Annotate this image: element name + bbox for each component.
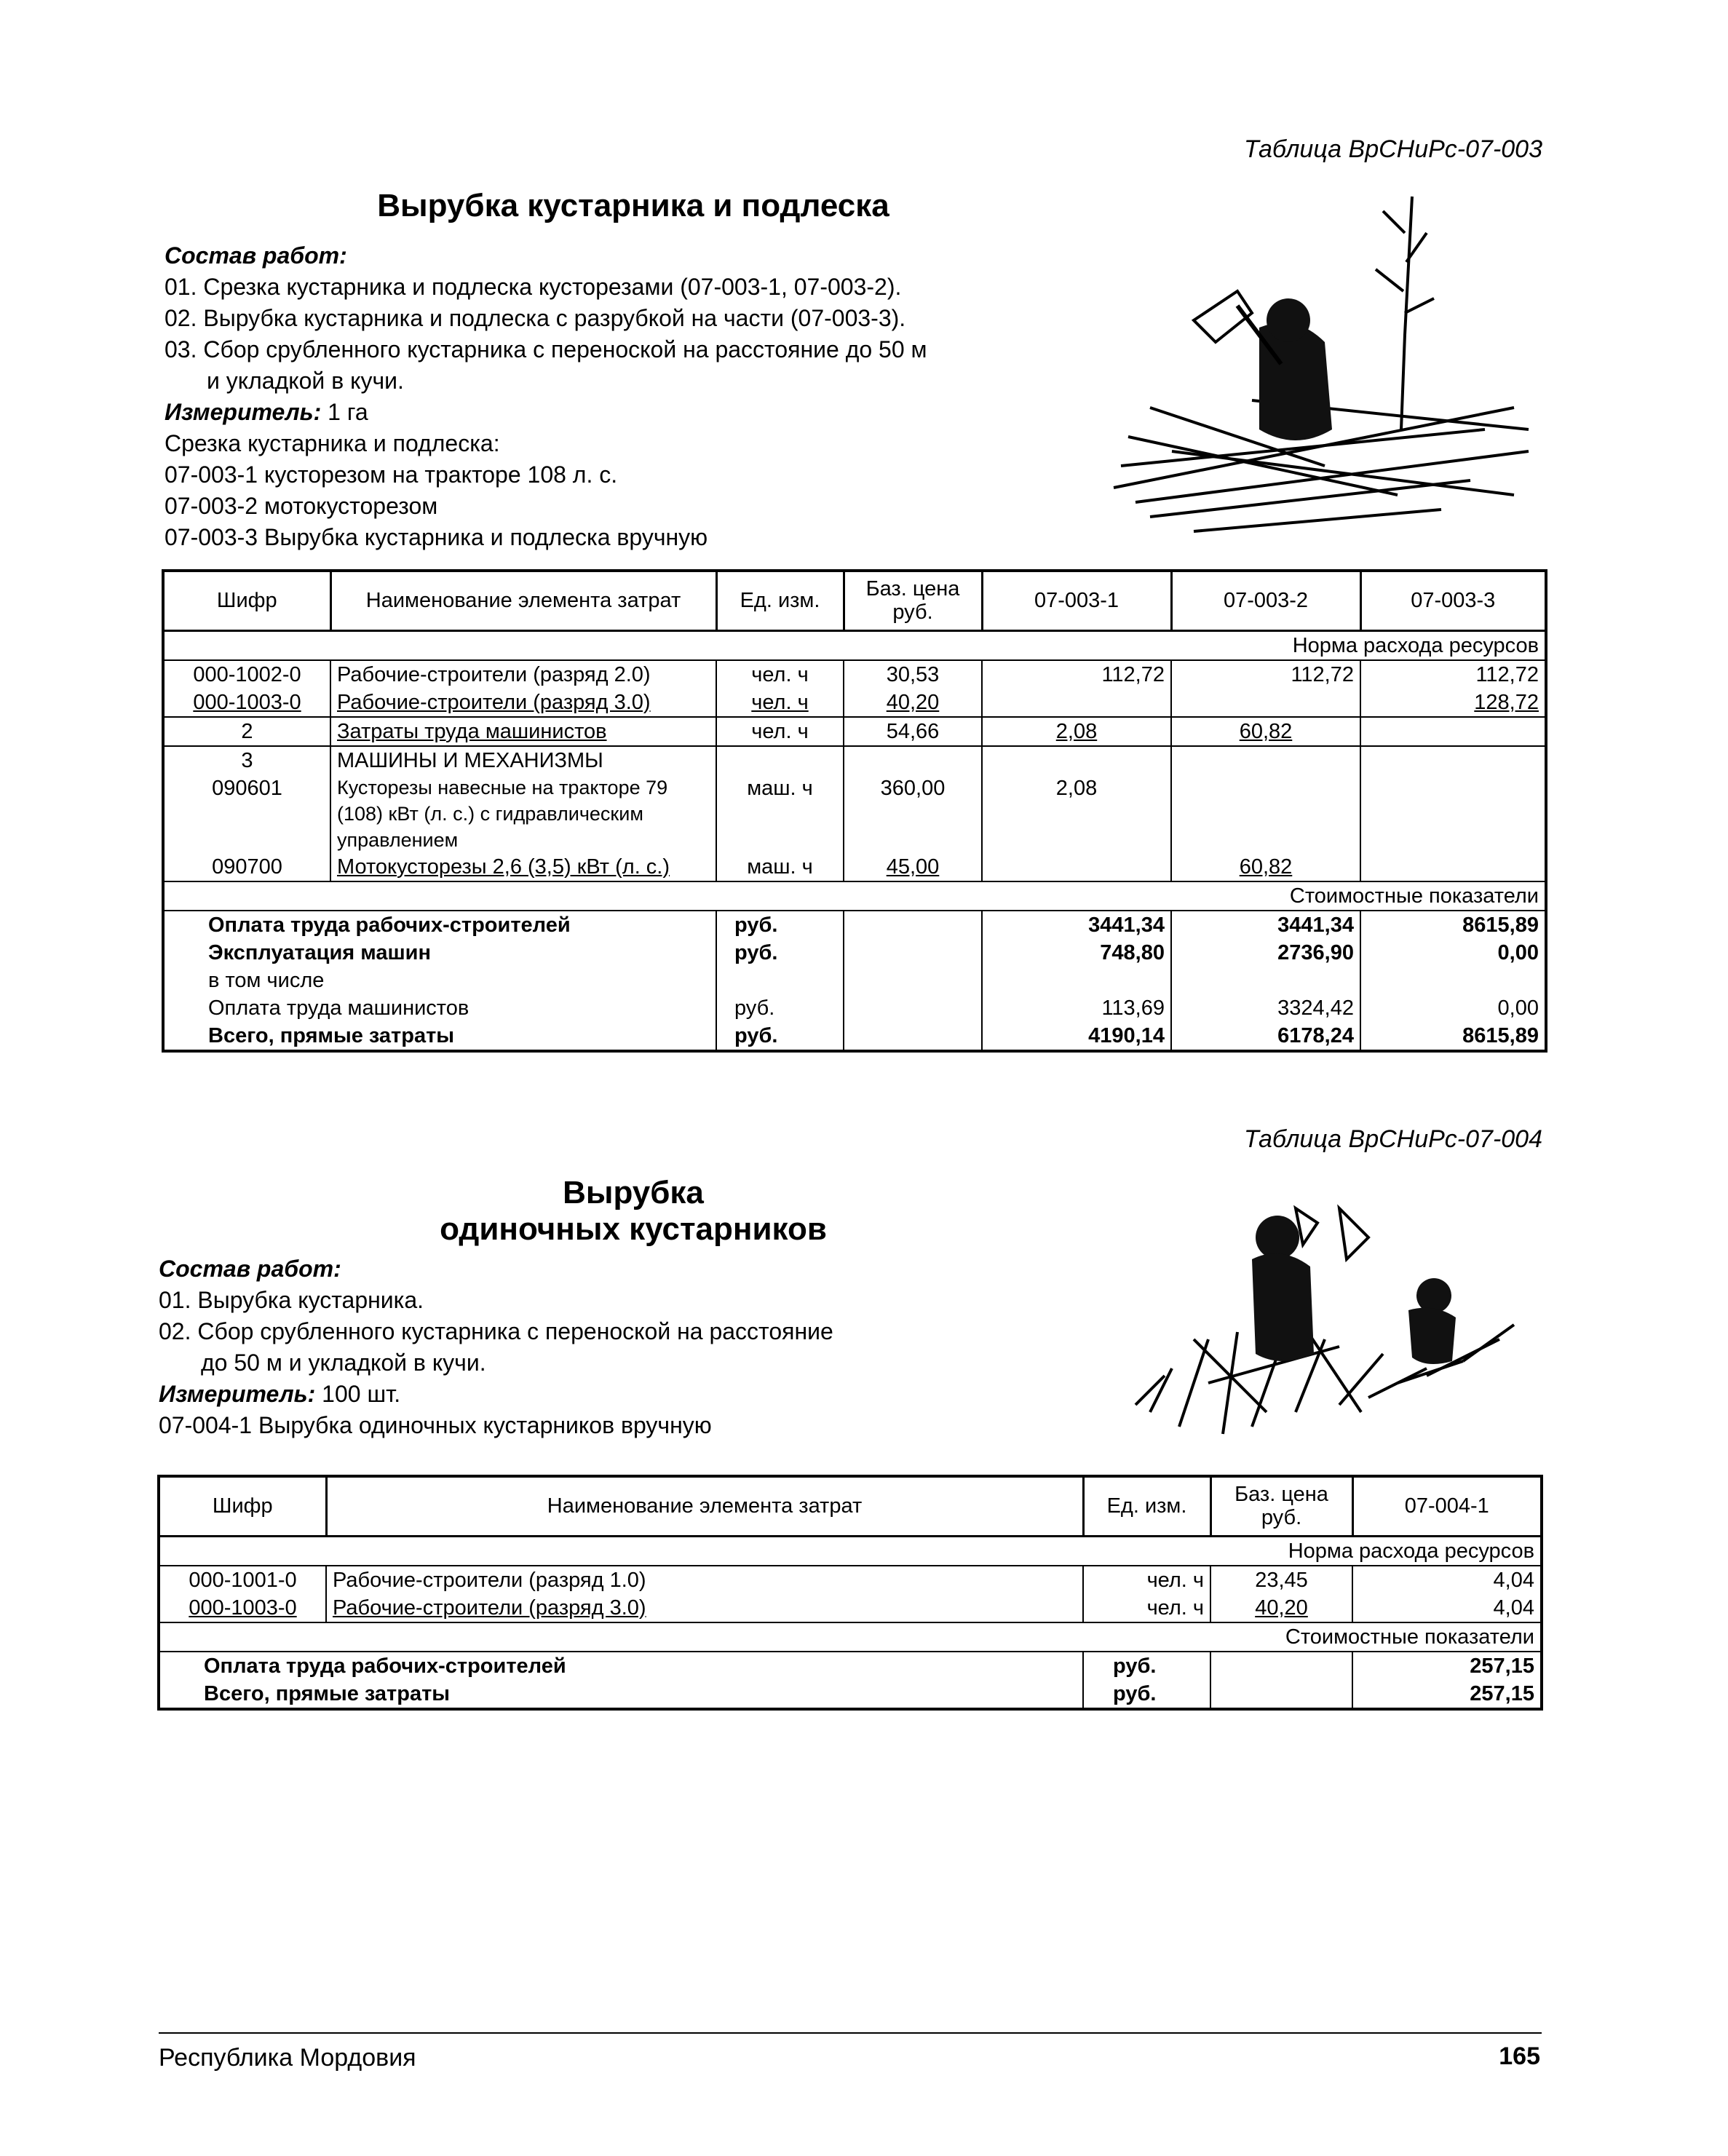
section-title-07-003: Вырубка кустарника и подлеска [377, 188, 889, 223]
cell-name: Рабочие-строители (разряд 3.0) [330, 689, 716, 717]
cell-value: 748,80 [982, 939, 1171, 967]
work-item: и укладкой в кучи. [207, 368, 404, 394]
header-name: Наименование элемента затрат [326, 1476, 1083, 1536]
work-item: 01. Срезка кустарника и подлеска кусторезами (07-003-1, 07-003-2). [165, 274, 902, 300]
meter-value: 100 шт. [315, 1381, 401, 1407]
meter-label: Измеритель: [165, 399, 322, 425]
cell-name: Оплата труда машинистов [163, 994, 716, 1022]
cell-unit: руб. [716, 939, 844, 967]
cell-value: 112,72 [982, 660, 1171, 689]
cell-value: 257,15 [1352, 1680, 1542, 1709]
cell-value: 113,69 [982, 994, 1171, 1022]
work-description-07-004 [159, 1253, 833, 1441]
cell-price: 54,66 [844, 717, 982, 746]
cell-unit: чел. ч [716, 717, 844, 746]
cell-unit: чел. ч [1083, 1594, 1210, 1622]
cell-price: 23,45 [1210, 1566, 1352, 1594]
cell-value [1171, 774, 1360, 853]
cell-unit: чел. ч [716, 660, 844, 689]
section-norm: Норма расхода ресурсов [159, 1536, 1542, 1566]
cell-value: 2,08 [982, 774, 1171, 853]
title-line: одиночных кустарников [440, 1211, 827, 1247]
header-07-003-1: 07-003-1 [982, 571, 1171, 630]
cell-value: 0,00 [1360, 939, 1546, 967]
cell-name: Оплата труда рабочих-строителей [163, 911, 716, 939]
table-row [163, 853, 1546, 881]
section-cost: Стоимостные показатели [163, 881, 1546, 911]
cell-value: 112,72 [1171, 660, 1360, 689]
table-row [163, 939, 1546, 967]
header-code: Шифр [163, 571, 330, 630]
cell-code: 000-1002-0 [163, 660, 330, 689]
cell-price: 45,00 [844, 853, 982, 881]
header-unit: Ед. изм. [1083, 1476, 1210, 1536]
cell-price: 360,00 [844, 774, 982, 853]
cell-value: 60,82 [1171, 853, 1360, 881]
cell-name: Затраты труда машинистов [330, 717, 716, 746]
cell-value: 4190,14 [982, 1022, 1171, 1051]
note-line: 07-003-2 мотокусторезом [165, 493, 438, 519]
cell-name: Рабочие-строители (разряд 1.0) [326, 1566, 1083, 1594]
work-description-07-003 [165, 240, 927, 553]
page-number: 165 [1499, 2042, 1540, 2070]
header-code: Шифр [159, 1476, 326, 1536]
illustration-bush-cutting [1106, 189, 1543, 546]
meter-label: Измеритель: [159, 1381, 316, 1407]
table-row [159, 1566, 1542, 1594]
cell-value: 3441,34 [982, 911, 1171, 939]
cell-unit: руб. [716, 911, 844, 939]
cell-code: 000-1003-0 [163, 689, 330, 717]
cell-name: МАШИНЫ И МЕХАНИЗМЫ [330, 746, 716, 774]
meter-line [165, 397, 927, 428]
cell-name: Кусторезы навесные на тракторе 79 (108) кВт (л. с.) с гидравлическим управлением [330, 774, 716, 853]
work-item: 02. Сбор срубленного кустарника с переноской на расстояние [159, 1318, 833, 1344]
header-07-004-1: 07-004-1 [1352, 1476, 1542, 1536]
work-item: 02. Вырубка кустарника и подлеска с разрубкой на части (07-003-3). [165, 305, 906, 331]
work-item: 01. Вырубка кустарника. [159, 1287, 424, 1313]
table-row [163, 967, 1546, 994]
title-line: Вырубка [563, 1175, 704, 1210]
cell-name: в том числе [163, 967, 716, 994]
table-row [163, 994, 1546, 1022]
cell-value [1360, 774, 1546, 853]
cell-value: 2,08 [982, 717, 1171, 746]
meter-line [159, 1379, 833, 1410]
work-item: 03. Сбор срубленного кустарника с переноской на расстояние до 50 м [165, 336, 927, 362]
cell-price: 30,53 [844, 660, 982, 689]
header-name: Наименование элемента затрат [330, 571, 716, 630]
table-row [163, 774, 1546, 853]
cell-unit: маш. ч [716, 853, 844, 881]
cell-value: 8615,89 [1360, 911, 1546, 939]
table-row [159, 1680, 1542, 1709]
cell-name: Рабочие-строители (разряд 2.0) [330, 660, 716, 689]
section-norm: Норма расхода ресурсов [163, 630, 1546, 660]
note-line: 07-003-1 кусторезом на тракторе 108 л. с. [165, 461, 618, 488]
cell-code: 090601 [163, 774, 330, 853]
cell-code: 000-1001-0 [159, 1566, 326, 1594]
cell-value: 6178,24 [1171, 1022, 1360, 1051]
cell-value [982, 853, 1171, 881]
table-id-07-003: Таблица ВрСНиРс-07-003 [1243, 135, 1542, 163]
table-id-07-004: Таблица ВрСНиРс-07-004 [1243, 1125, 1542, 1153]
cell-name: Рабочие-строители (разряд 3.0) [326, 1594, 1083, 1622]
cell-value: 257,15 [1352, 1652, 1542, 1680]
resource-table-07-003 [162, 569, 1547, 1053]
cell-name: Оплата труда рабочих-строителей [159, 1652, 1083, 1680]
illustration-single-bush-cutting [1121, 1194, 1529, 1441]
note-line: 07-004-1 Вырубка одиночных кустарников вручную [159, 1412, 712, 1438]
header-price: Баз. цена руб. [844, 571, 982, 630]
table-row [163, 689, 1546, 717]
cell-value: 0,00 [1360, 994, 1546, 1022]
cell-code: 3 [163, 746, 330, 774]
cell-name: Всего, прямые затраты [163, 1022, 716, 1051]
header-07-003-3: 07-003-3 [1360, 571, 1546, 630]
table-row [163, 717, 1546, 746]
cell-value: 4,04 [1352, 1594, 1542, 1622]
cell-code: 090700 [163, 853, 330, 881]
header-07-003-2: 07-003-2 [1171, 571, 1360, 630]
cell-value: 112,72 [1360, 660, 1546, 689]
cell-value [982, 689, 1171, 717]
cell-value: 60,82 [1171, 717, 1360, 746]
table-row [163, 911, 1546, 939]
table-row [163, 660, 1546, 689]
footer-region: Республика Мордовия [159, 2044, 416, 2072]
meter-value: 1 га [321, 399, 368, 425]
cell-unit: маш. ч [716, 774, 844, 853]
cell-unit: руб. [1083, 1680, 1210, 1709]
cell-unit: руб. [716, 994, 844, 1022]
cell-code: 000-1003-0 [159, 1594, 326, 1622]
cell-value: 128,72 [1360, 689, 1546, 717]
cell-price: 40,20 [844, 689, 982, 717]
cell-name: Эксплуатация машин [163, 939, 716, 967]
cell-unit: руб. [716, 1022, 844, 1051]
table-row [163, 1022, 1546, 1051]
cell-code: 2 [163, 717, 330, 746]
cell-unit: чел. ч [1083, 1566, 1210, 1594]
cell-value [1360, 853, 1546, 881]
footer-divider [159, 2032, 1542, 2034]
section-title-07-004 [335, 1175, 932, 1248]
cell-price: 40,20 [1210, 1594, 1352, 1622]
table-row [159, 1594, 1542, 1622]
table-row [159, 1652, 1542, 1680]
work-item: до 50 м и укладкой в кучи. [201, 1350, 486, 1376]
cell-name: Всего, прямые затраты [159, 1680, 1083, 1709]
cell-value: 4,04 [1352, 1566, 1542, 1594]
note-line: 07-003-3 Вырубка кустарника и подлеска вручную [165, 524, 708, 550]
cell-value [1360, 717, 1546, 746]
cell-name: Мотокусторезы 2,6 (3,5) кВт (л. с.) [330, 853, 716, 881]
cell-unit: чел. ч [716, 689, 844, 717]
cell-value [1171, 689, 1360, 717]
note-line: Срезка кустарника и подлеска: [165, 430, 500, 456]
resource-table-07-004 [157, 1475, 1543, 1711]
header-price: Баз. цена руб. [1210, 1476, 1352, 1536]
table-row [163, 746, 1546, 774]
cell-value: 3441,34 [1171, 911, 1360, 939]
cell-value: 8615,89 [1360, 1022, 1546, 1051]
composition-label: Состав работ: [159, 1256, 341, 1282]
cell-value: 3324,42 [1171, 994, 1360, 1022]
cell-unit: руб. [1083, 1652, 1210, 1680]
header-unit: Ед. изм. [716, 571, 844, 630]
cell-value: 2736,90 [1171, 939, 1360, 967]
composition-label: Состав работ: [165, 242, 347, 269]
section-cost: Стоимостные показатели [159, 1622, 1542, 1652]
